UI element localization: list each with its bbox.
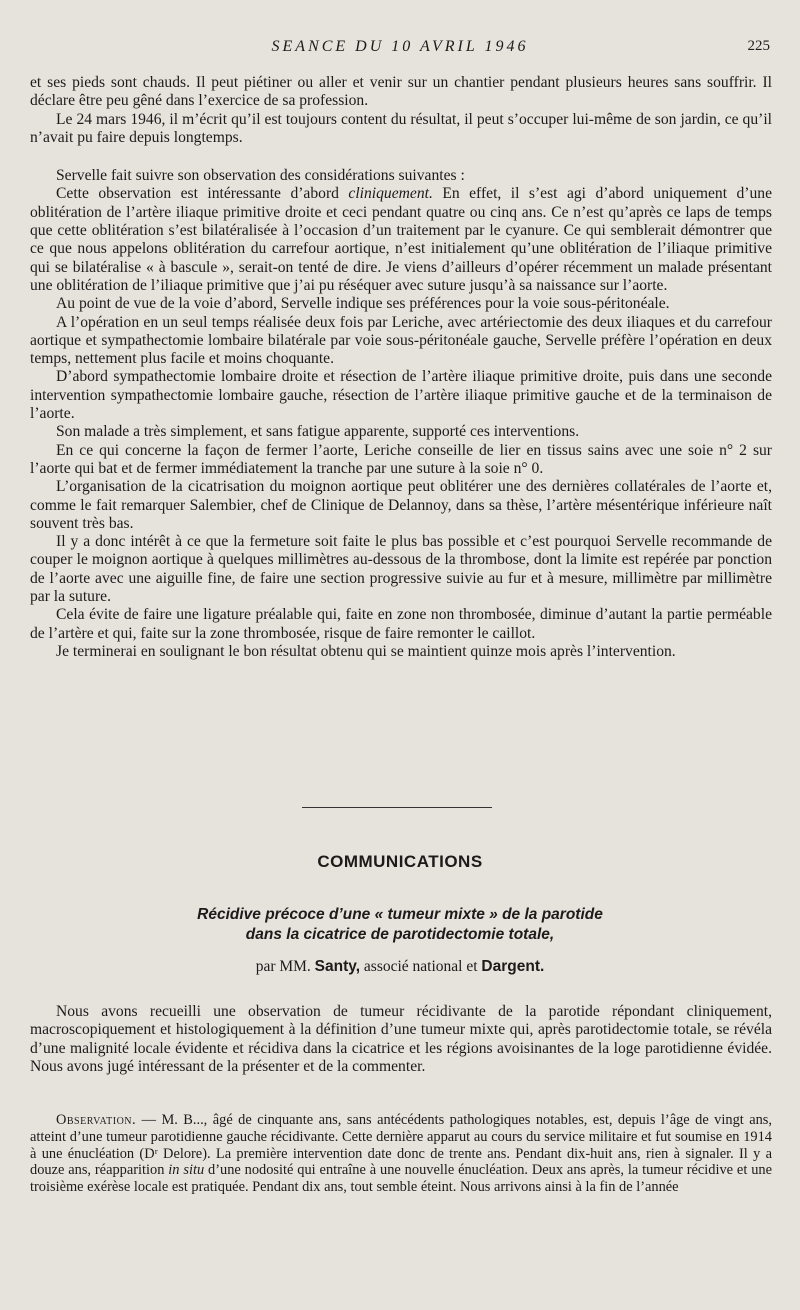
article-title-line: Récidive précoce d’une « tumeur mixte » de la parotide	[197, 906, 603, 923]
article-title	[0, 905, 800, 945]
intro-paragraph: Nous avons recueilli une observation de tumeur récidivante de la parotide répondant cliniquement, macroscopiquement et histologiquement à la définition d’une tumeur mixte qui, après parotidectomie totale, se révéla d’une malignité locale évidente et récidiva dans la cicatrice et les régions avoisinantes de la loge parotidienne évidée. Nous avons jugé intéressant de la présenter et de la commenter.	[30, 1003, 772, 1075]
paragraph: L’organisation de la cicatrisation du moignon aortique peut oblitérer une des dernières collatérales de l’aorte et, comme le fait remarquer Salembier, chef de Clinique de Delannoy, dans sa thèse, l’artère mésentérique inférieure naît souvent très bas.	[30, 478, 772, 532]
paragraph: A l’opération en un seul temps réalisée deux fois par Leriche, avec artériectomie des deux iliaques et du carrefour aortique et sympathectomie lombaire bilatérale par voie sous-péritonéale gauche, Servelle préfère l’opération en deux temps, nettement plus facile et moins choquante.	[30, 313, 772, 368]
paragraph-text: Cette observation est intéressante d’abord	[56, 185, 349, 203]
paragraph: Servelle fait suivre son observation des considérations suivantes :	[56, 167, 465, 185]
author-name: Dargent.	[481, 958, 545, 975]
paragraph: Au point de vue de la voie d’abord, Servelle indique ses préférences pour la voie sous-péritonéale.	[56, 295, 670, 313]
paragraph: et ses pieds sont chauds. Il peut piétiner ou aller et venir sur un chantier pendant plusieurs heures sans souffrir. Il déclare être peu gêné dans l’exercice de sa profession.	[30, 74, 772, 110]
page-number: 225	[747, 38, 770, 54]
section-divider	[302, 807, 492, 808]
byline-middle: associé national et	[363, 958, 478, 975]
observation-text: d’une nodosité qui entraîne à une nouvelle énucléation. Deux ans après, la tumeur récidive et une troisième exérèse locale est pratiquée. Pendant dix ans, tout semble éteint. Nous arrivons ainsi à la fin de l’année	[30, 1162, 772, 1196]
paragraph: Cela évite de faire une ligature préalable qui, faite en zone non thrombosée, diminue d’autant la partie perméable de l’artère et qui, faite sur la zone thrombosée, risque de faire remonter le caillot.	[30, 606, 772, 642]
emphasis-text: in situ	[168, 1162, 205, 1179]
article-title-line: dans la cicatrice de parotidectomie totale,	[245, 926, 555, 943]
body-text	[30, 74, 772, 661]
paragraph	[30, 185, 772, 295]
running-title: SEANCE DU 10 AVRIL 1946	[271, 38, 529, 55]
section-heading: COMMUNICATIONS	[317, 852, 483, 871]
byline-prefix: par MM.	[255, 958, 311, 975]
paragraph: Le 24 mars 1946, il m’écrit qu’il est toujours content du résultat, il peut s’occuper lui-même de son jardin, ce qu’il n’avait pu faire depuis longtemps.	[30, 110, 772, 146]
paragraph: D’abord sympathectomie lombaire droite et résection de l’artère iliaque primitive droite, puis dans une seconde intervention sympathectomie lombaire gauche, résection de l’artère iliaque primitive gauche et de la terminaison de l’aorte.	[30, 368, 772, 423]
observation-paragraph	[30, 1112, 772, 1196]
byline	[0, 958, 800, 976]
paragraph: Il y a donc intérêt à ce que la fermeture soit faite le plus bas possible et c’est pourquoi Servelle recommande de couper le moignon aortique à quelques millimètres au-dessous de la thrombose, dont la limite est repérée par ponction de l’aorte avec une aiguille fine, de faire une section progressive suivie au fur et à mesure, millimètre par millimètre par la suture.	[30, 533, 772, 606]
running-header	[0, 38, 800, 60]
observation-label: Observation.	[56, 1112, 137, 1128]
paragraph-text: En effet, il s’est agi d’abord uniquement d’une oblitération de l’artère iliaque primitive droite et ceci pendant quatre ou cinq ans. Ce n’est qu’après ce laps de temps que cette oblitération s’est bilatéralisée à l’occasion d’un traitement par le cyanure. Ce qui semblerait démontrer que ce que nous appelons oblitération du carrefour aortique, n’est initialement qu’une oblitération de l’iliaque primitive qui se bilatéralise « à bascule », serait-on tenté de dire. Je viens d’ailleurs d’opérer récemment un malade présentant une oblitération de l’iliaque primitive que j’ai pu réséquer avec suture jusqu’à sa naissance sur l’aorte.	[30, 185, 773, 294]
paragraph: Son malade a très simplement, et sans fatigue apparente, supporté ces interventions.	[56, 423, 580, 441]
observation-text: — M. B..., âgé de cinquante ans, sans antécédents pathologiques notables, est, depuis l’âge de vingt ans, atteint d’une tumeur parotidienne gauche récidivante. Cette dernière apparut au cours du service militaire et fut soumise en 1914 à une énucléation (Dʳ Delore). La première intervention date donc de trente ans. Pendant dix-huit ans, rien à signaler. Il y a douze ans, réapparition	[30, 1112, 772, 1179]
emphasis-text: cliniquement.	[348, 185, 433, 203]
paragraph: En ce qui concerne la façon de fermer l’aorte, Leriche conseille de lier en tissus sains avec une soie n° 2 sur l’aorte qui bat et de fermer immédiatement la tranche par une suture à la soie n° 0.	[30, 441, 772, 477]
author-name: Santy,	[314, 958, 361, 975]
paragraph: Je terminerai en soulignant le bon résultat obtenu qui se maintient quinze mois après l’intervention.	[56, 642, 676, 660]
